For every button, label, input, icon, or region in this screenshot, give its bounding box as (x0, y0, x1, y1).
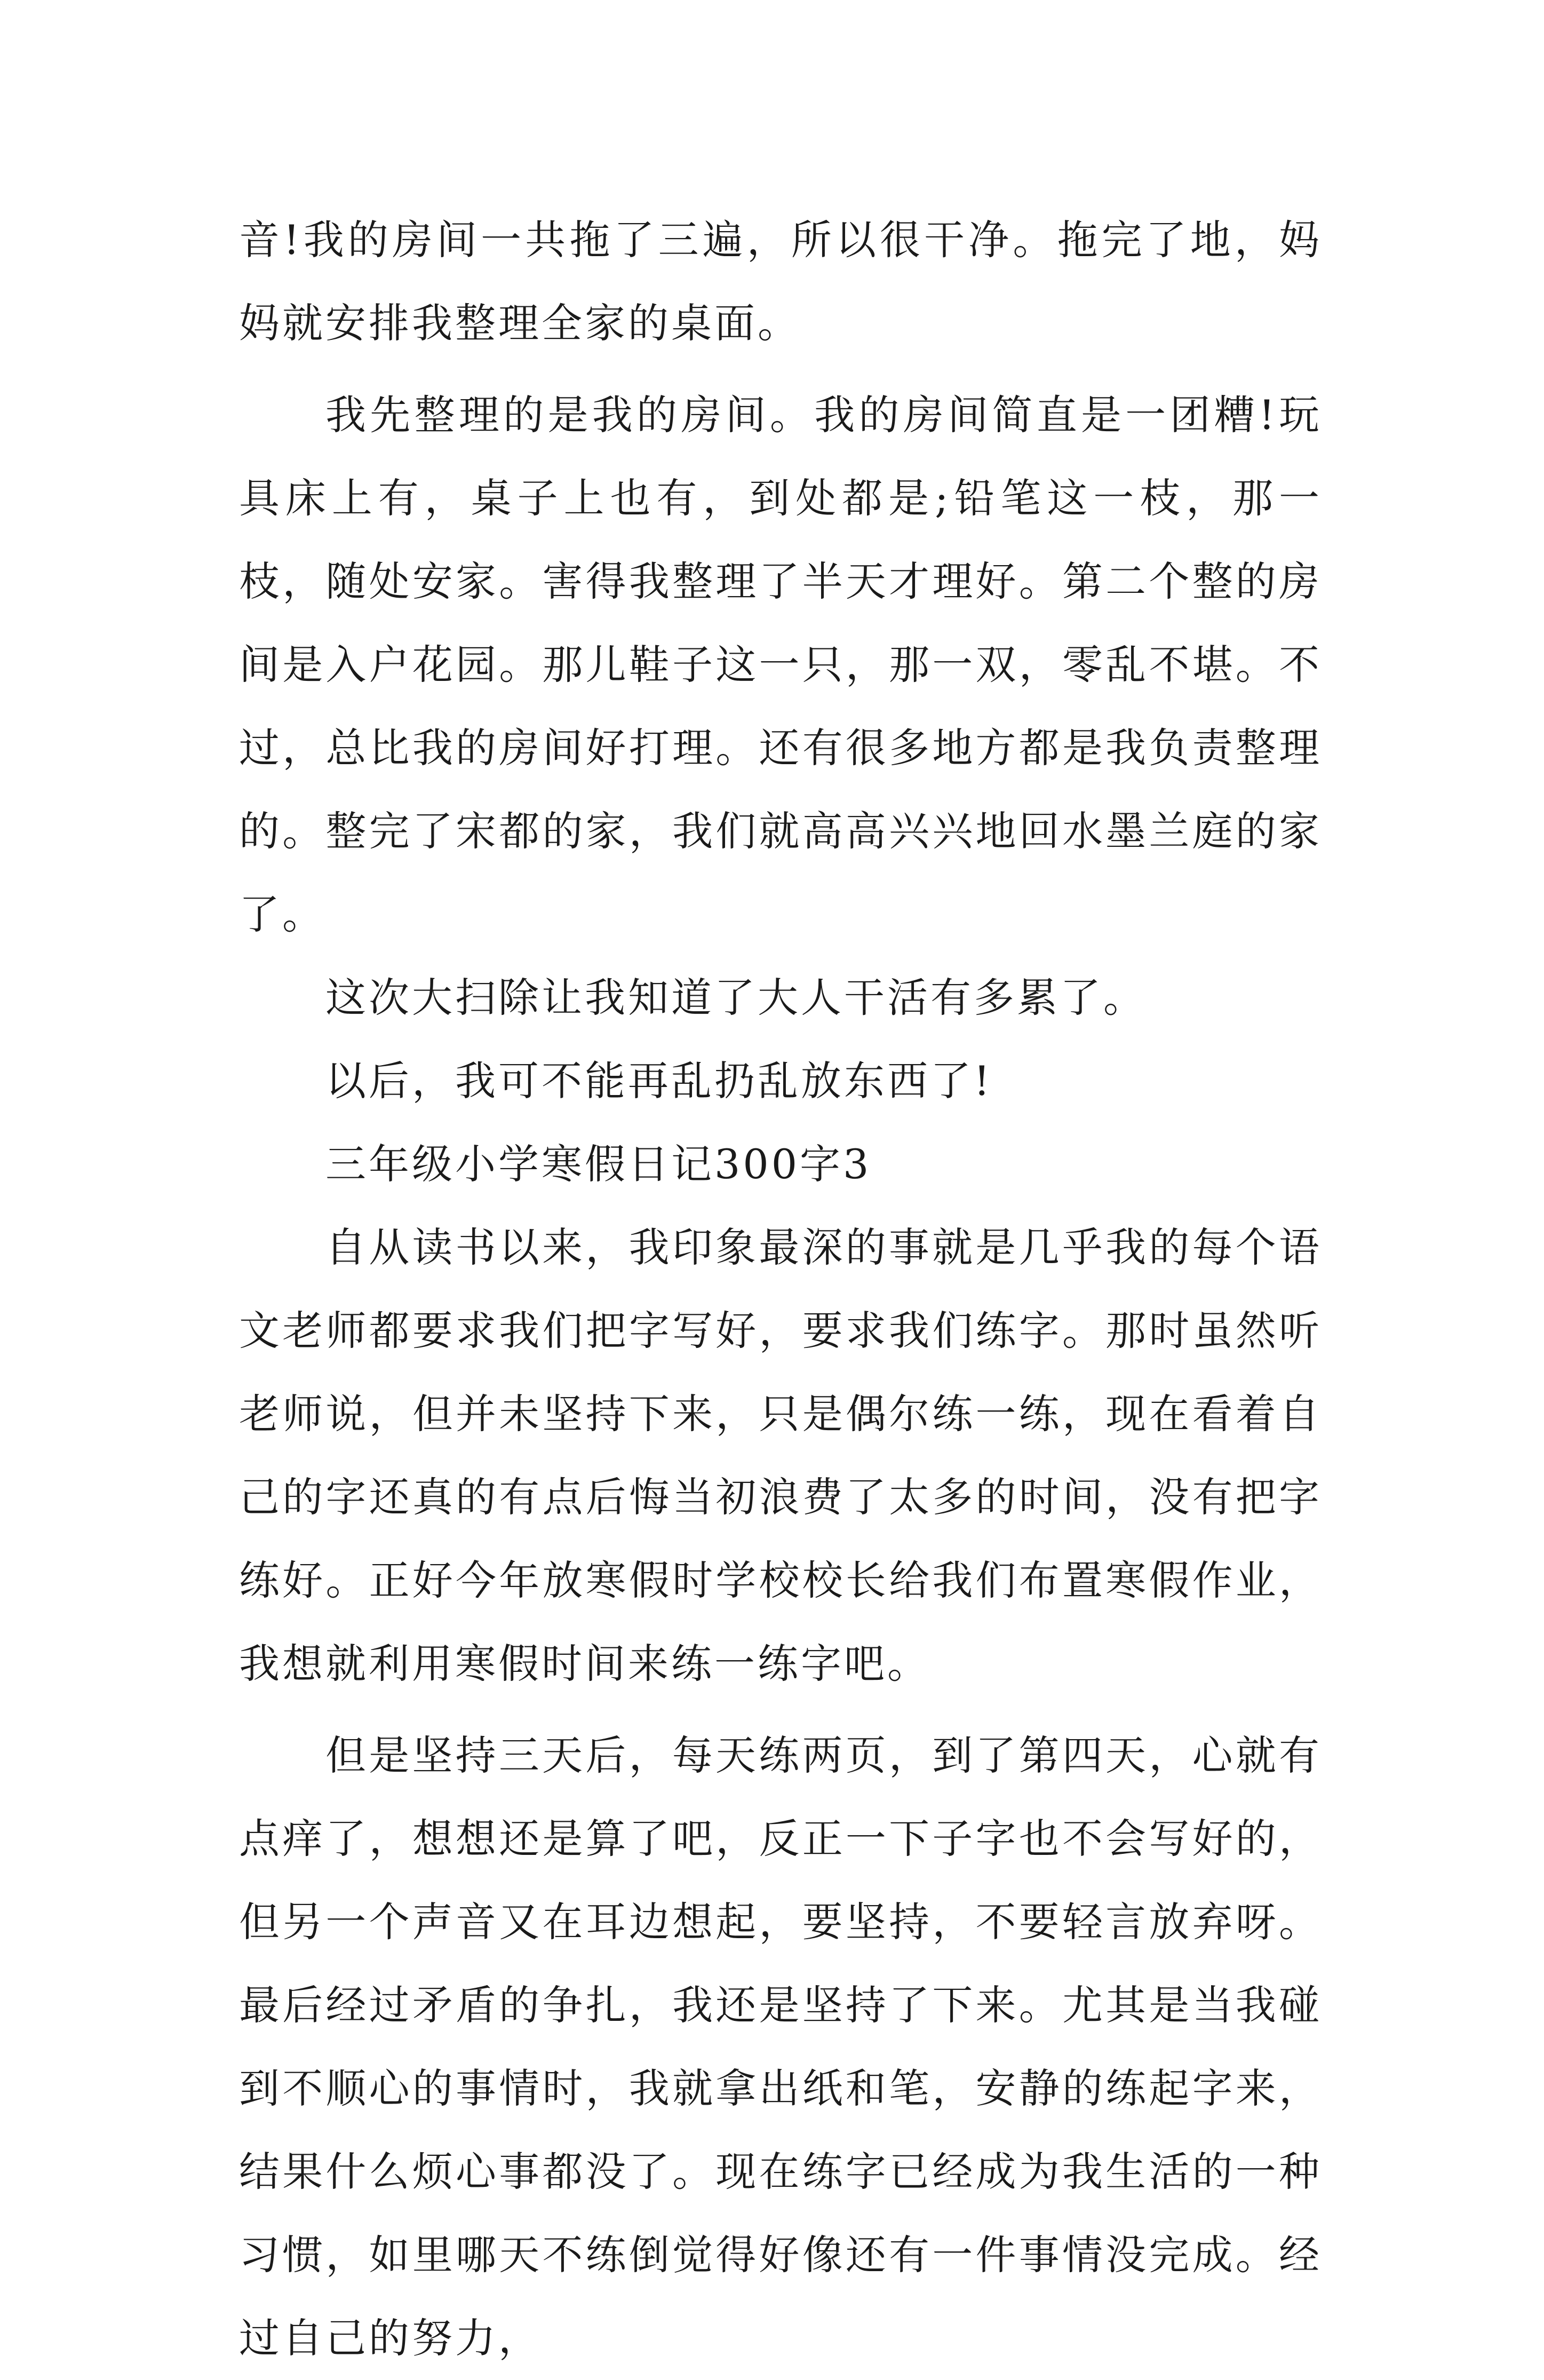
paragraph-continuation: 音!我的房间一共拖了三遍，所以很干净。拖完了地，妈妈就安排我整理全家的桌面。 (239, 216, 1322, 347)
paragraph-calligraphy-intro: 自从读书以来，我印象最深的事就是几乎我的每个语文老师都要求我们把字写好，要求我们练字。那时虽然听老师说，但并未坚持下来，只是偶尔练一练，现在看着自己的字还真的有点后悔当初浪费了太多的时间，没有把字练好。正好今年放寒假时学校校长给我们布置寒假作业，我想就利用寒假时间来练一练字吧。 (239, 1224, 1322, 1687)
section-heading: 三年级小学寒假日记300字3 (325, 1140, 872, 1188)
paragraph-calligraphy-persistence: 但是坚持三天后，每天练两页，到了第四天，心就有点痒了，想想还是算了吧，反正一下子字也不会写好的，但另一个声音又在耳边想起，要坚持，不要轻言放弃呀。最后经过矛盾的争扎，我还是坚持了下来。尤其是当我碰到不顺心的事情时，我就拿出纸和笔，安静的练起字来，结果什么烦心事都没了。现在练字已经成为我生活的一种习惯，如里哪天不练倒觉得好像还有一件事情没完成。经过自己的努力， (239, 1732, 1322, 2362)
document-body (239, 199, 1322, 2380)
paragraph-tidying-rooms: 我先整理的是我的房间。我的房间简直是一团糟!玩具床上有，桌子上也有，到处都是;铅笔这一枝，那一枝，随处安家。害得我整理了半天才理好。第二个整的房间是入户花园。那儿鞋子这一只，那一双，零乱不堪。不过，总比我的房间好打理。还有很多地方都是我负责整理的。整完了宋都的家，我们就高高兴兴地回水墨兰庭的家了。 (239, 391, 1322, 938)
paragraph-promise: 以后，我可不能再乱扔乱放东西了! (325, 1057, 993, 1105)
paragraph-lesson: 这次大扫除让我知道了大人干活有多累了。 (325, 974, 1147, 1021)
